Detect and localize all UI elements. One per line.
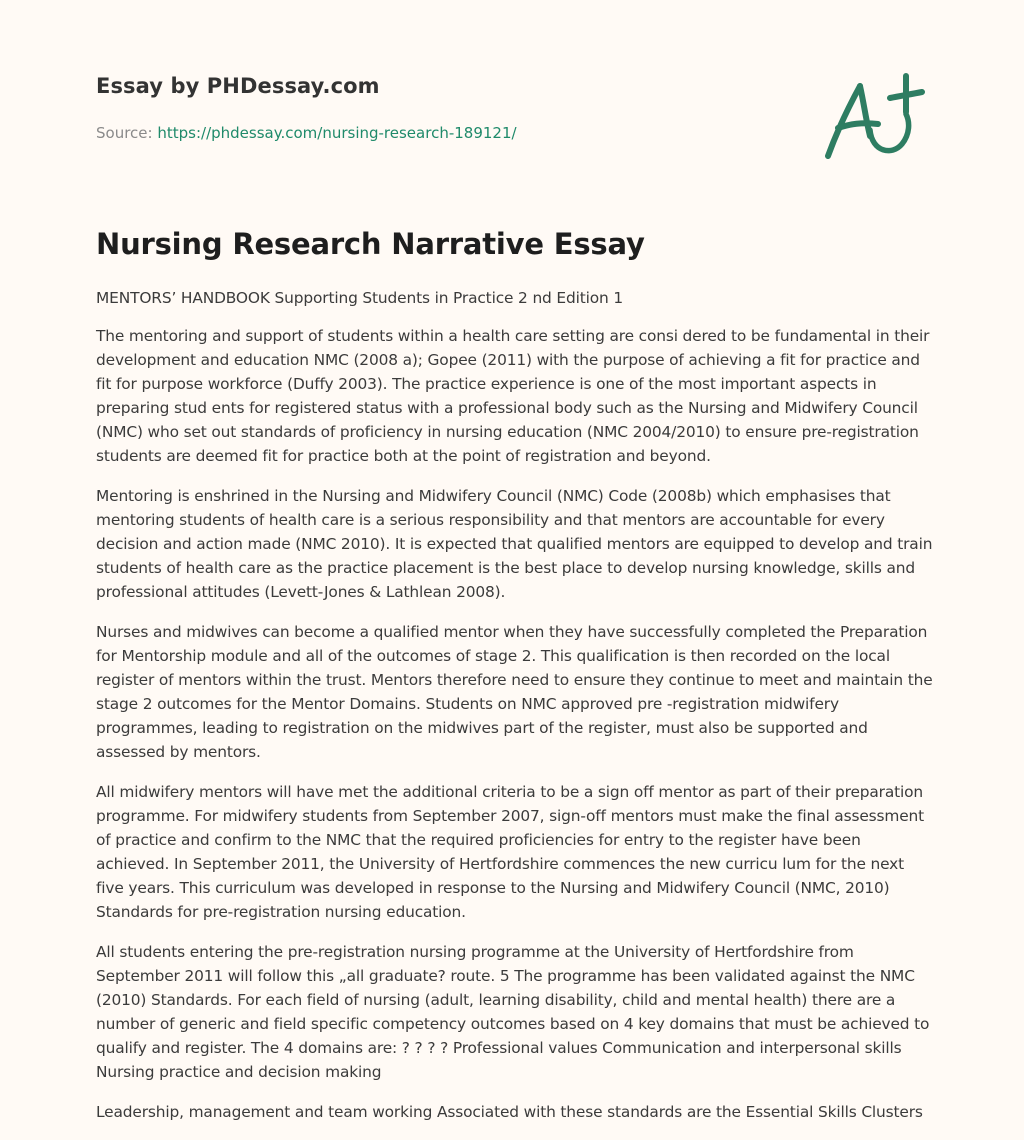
source-line (96, 124, 517, 142)
paragraph: The mentoring and support of students within a health care setting are consi dered to be fundamental in their development and education NMC (2008 a); Gopee (2011) with the purpose of achieving a fit for practice and fit for purpose workforce (Duffy 2003). The practice experience is one of the most important aspects in preparing stud ents for registered status with a professional body such as the Nursing and Midwifery Council (NMC) who set out standards of proficiency in nursing education (NMC 2004/2010) to ensure pre-registration students are deemed fit for practice both at the point of registration and beyond. (96, 327, 930, 465)
source-link[interactable]: https://phdessay.com/nursing-research-189121/ (157, 124, 517, 142)
article (96, 222, 934, 1140)
paragraph: Mentoring is enshrined in the Nursing and Midwifery Council (NMC) Code (2008b) which emphasises that mentoring students of health care is a serious responsibility and that mentors are accountable for every decision and action made (NMC 2010). It is expected that qualified mentors are equipped to develop and train students of health care as the practice placement is the best place to develop nursing knowledge, skills and professional attitudes (Levett-Jones & Lathlean 2008). (96, 487, 933, 601)
paragraph: All students entering the pre-registration nursing programme at the University of Hertfordshire from September 2011 will follow this „all graduate? route. 5 The programme has been validated against the NMC (2010) Standards. For each field of nursing (adult, learning disability, child and mental health) there are a number of generic and field specific competency outcomes based on 4 key domains that must be achieved to qualify and register. The 4 domains are: ? ? ? ? Professional values Communication and interpersonal skills Nursing practice and decision making (96, 943, 930, 1081)
paragraph: Leadership, management and team working Associated with these standards are the Essential Skills Clusters (96, 1103, 923, 1121)
brand-title: Essay by PHDessay.com (96, 74, 380, 98)
article-subtitle: MENTORS’ HANDBOOK Supporting Students in Practice 2 nd Edition 1 (96, 289, 623, 307)
paragraph: Nurses and midwives can become a qualified mentor when they have successfully completed the Preparation for Mentorship module and all of the outcomes of stage 2. This qualification is then recorded on the local register of mentors within the trust. Mentors therefore need to ensure they continue to meet and maintain the stage 2 outcomes for the Mentor Domains. Students on NMC approved pre -registration midwifery programmes, leading to registration on the midwives part of the register, must also be supported and assessed by mentors. (96, 623, 933, 761)
page-title: Nursing Research Narrative Essay (96, 227, 645, 261)
site-header (96, 0, 936, 190)
paragraph: All midwifery mentors will have met the additional criteria to be a sign off mentor as part of their preparation programme. For midwifery students from September 2007, sign-off mentors must make the final assessment of practice and confirm to the NMC that the required proficiencies for entry to the register have been achieved. In September 2011, the University of Hertfordshire commences the new curricu lum for the next five years. This curriculum was developed in response to the Nursing and Midwifery Council (NMC, 2010) Standards for pre-registration nursing education. (96, 783, 925, 921)
source-label: Source: (96, 124, 153, 142)
a-plus-grade-icon (822, 68, 926, 164)
